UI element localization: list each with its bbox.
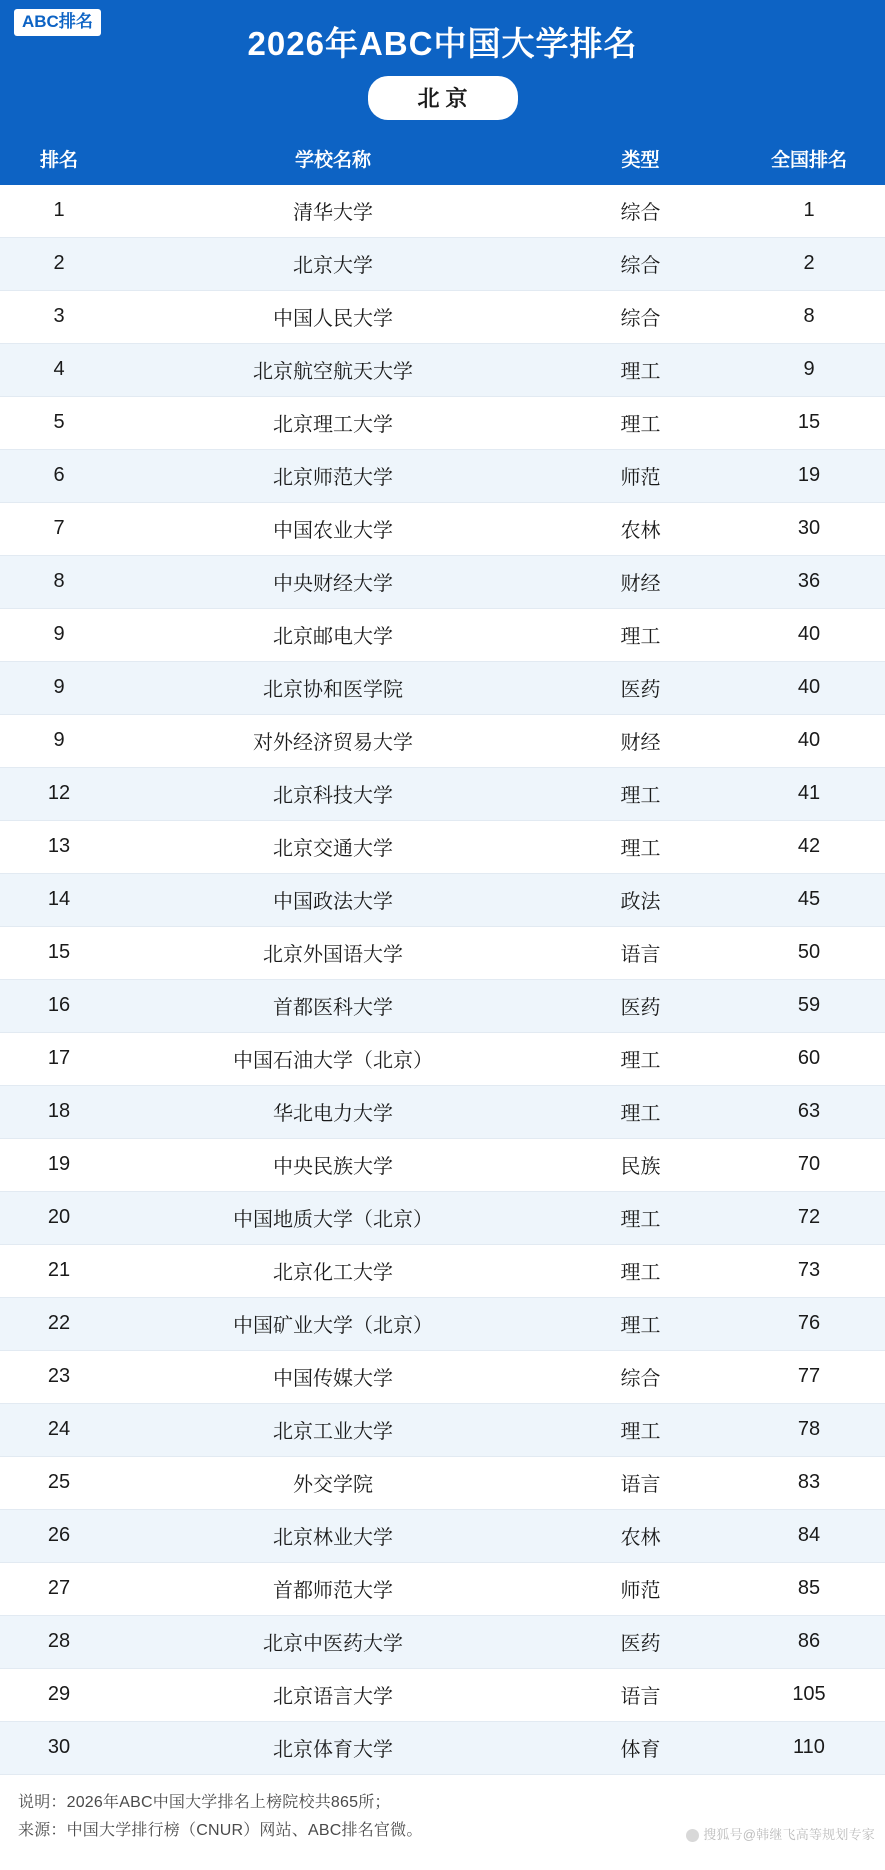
table-row — [0, 290, 885, 343]
cell-type: 理工 — [548, 767, 733, 820]
cell-national-rank: 105 — [733, 1668, 885, 1721]
cell-national-rank: 70 — [733, 1138, 885, 1191]
cell-national-rank: 85 — [733, 1562, 885, 1615]
cell-rank: 1 — [0, 185, 118, 238]
cell-type: 理工 — [548, 1244, 733, 1297]
table-row — [0, 343, 885, 396]
table-row — [0, 1297, 885, 1350]
cell-rank: 16 — [0, 979, 118, 1032]
cell-national-rank: 59 — [733, 979, 885, 1032]
table-row — [0, 873, 885, 926]
cell-school-name: 北京师范大学 — [118, 449, 548, 502]
cell-school-name: 北京语言大学 — [118, 1668, 548, 1721]
cell-school-name: 北京中医药大学 — [118, 1615, 548, 1668]
cell-type: 理工 — [548, 820, 733, 873]
table-row — [0, 1721, 885, 1774]
cell-rank: 15 — [0, 926, 118, 979]
cell-type: 综合 — [548, 185, 733, 238]
cell-school-name: 中国政法大学 — [118, 873, 548, 926]
cell-rank: 9 — [0, 714, 118, 767]
cell-national-rank: 110 — [733, 1721, 885, 1774]
cell-type: 医药 — [548, 661, 733, 714]
page-header — [0, 0, 885, 134]
ranking-table — [0, 134, 885, 1775]
cell-type: 政法 — [548, 873, 733, 926]
cell-rank: 6 — [0, 449, 118, 502]
cell-national-rank: 60 — [733, 1032, 885, 1085]
cell-school-name: 北京理工大学 — [118, 396, 548, 449]
cell-rank: 23 — [0, 1350, 118, 1403]
cell-school-name: 中国地质大学（北京） — [118, 1191, 548, 1244]
cell-type: 理工 — [548, 1032, 733, 1085]
cell-type: 体育 — [548, 1721, 733, 1774]
cell-type: 理工 — [548, 1085, 733, 1138]
cell-type: 师范 — [548, 449, 733, 502]
cell-type: 理工 — [548, 1191, 733, 1244]
cell-national-rank: 45 — [733, 873, 885, 926]
column-header-school-name: 学校名称 — [118, 134, 548, 185]
cell-school-name: 北京外国语大学 — [118, 926, 548, 979]
table-row — [0, 820, 885, 873]
cell-rank: 17 — [0, 1032, 118, 1085]
cell-school-name: 华北电力大学 — [118, 1085, 548, 1138]
cell-school-name: 北京科技大学 — [118, 767, 548, 820]
table-row — [0, 396, 885, 449]
cell-type: 理工 — [548, 343, 733, 396]
cell-type: 农林 — [548, 1509, 733, 1562]
table-row — [0, 237, 885, 290]
cell-national-rank: 40 — [733, 608, 885, 661]
cell-rank: 4 — [0, 343, 118, 396]
cell-type: 师范 — [548, 1562, 733, 1615]
table-row — [0, 555, 885, 608]
column-header-national-rank: 全国排名 — [733, 134, 885, 185]
column-header-rank: 排名 — [0, 134, 118, 185]
cell-rank: 28 — [0, 1615, 118, 1668]
cell-national-rank: 76 — [733, 1297, 885, 1350]
table-row — [0, 1615, 885, 1668]
cell-school-name: 北京化工大学 — [118, 1244, 548, 1297]
footer — [0, 1775, 885, 1855]
cell-national-rank: 72 — [733, 1191, 885, 1244]
cell-rank: 9 — [0, 661, 118, 714]
cell-school-name: 中国传媒大学 — [118, 1350, 548, 1403]
cell-type: 语言 — [548, 926, 733, 979]
table-row — [0, 767, 885, 820]
cell-type: 民族 — [548, 1138, 733, 1191]
table-row — [0, 1668, 885, 1721]
table-row — [0, 502, 885, 555]
cell-rank: 2 — [0, 237, 118, 290]
table-row — [0, 608, 885, 661]
cell-school-name: 对外经济贸易大学 — [118, 714, 548, 767]
cell-national-rank: 78 — [733, 1403, 885, 1456]
table-row — [0, 1244, 885, 1297]
cell-school-name: 清华大学 — [118, 185, 548, 238]
cell-national-rank: 36 — [733, 555, 885, 608]
cell-school-name: 外交学院 — [118, 1456, 548, 1509]
cell-rank: 3 — [0, 290, 118, 343]
cell-national-rank: 83 — [733, 1456, 885, 1509]
region-badge: 北京 — [368, 76, 518, 120]
cell-national-rank: 42 — [733, 820, 885, 873]
table-row — [0, 1032, 885, 1085]
table-row — [0, 1191, 885, 1244]
cell-type: 综合 — [548, 1350, 733, 1403]
cell-type: 语言 — [548, 1456, 733, 1509]
cell-type: 财经 — [548, 555, 733, 608]
cell-rank: 30 — [0, 1721, 118, 1774]
cell-national-rank: 1 — [733, 185, 885, 238]
cell-school-name: 北京工业大学 — [118, 1403, 548, 1456]
cell-rank: 22 — [0, 1297, 118, 1350]
cell-national-rank: 15 — [733, 396, 885, 449]
cell-rank: 5 — [0, 396, 118, 449]
cell-school-name: 首都医科大学 — [118, 979, 548, 1032]
cell-school-name: 中国农业大学 — [118, 502, 548, 555]
cell-national-rank: 73 — [733, 1244, 885, 1297]
cell-rank: 29 — [0, 1668, 118, 1721]
cell-school-name: 中国石油大学（北京） — [118, 1032, 548, 1085]
cell-school-name: 北京协和医学院 — [118, 661, 548, 714]
table-row — [0, 979, 885, 1032]
cell-rank: 26 — [0, 1509, 118, 1562]
cell-rank: 7 — [0, 502, 118, 555]
table-header-row — [0, 134, 885, 185]
cell-type: 综合 — [548, 290, 733, 343]
column-header-type: 类型 — [548, 134, 733, 185]
cell-national-rank: 86 — [733, 1615, 885, 1668]
cell-type: 理工 — [548, 396, 733, 449]
cell-type: 理工 — [548, 1297, 733, 1350]
cell-rank: 19 — [0, 1138, 118, 1191]
cell-school-name: 北京航空航天大学 — [118, 343, 548, 396]
cell-rank: 25 — [0, 1456, 118, 1509]
table-row — [0, 1403, 885, 1456]
cell-rank: 8 — [0, 555, 118, 608]
cell-national-rank: 84 — [733, 1509, 885, 1562]
cell-rank: 18 — [0, 1085, 118, 1138]
cell-type: 语言 — [548, 1668, 733, 1721]
cell-national-rank: 2 — [733, 237, 885, 290]
cell-type: 理工 — [548, 608, 733, 661]
table-row — [0, 1085, 885, 1138]
cell-national-rank: 19 — [733, 449, 885, 502]
cell-type: 理工 — [548, 1403, 733, 1456]
watermark-text: 搜狐号@韩继飞高等规划专家 — [703, 1826, 875, 1842]
cell-national-rank: 63 — [733, 1085, 885, 1138]
table-row — [0, 926, 885, 979]
table-body — [0, 185, 885, 1775]
watermark — [686, 1824, 875, 1847]
cell-school-name: 中央财经大学 — [118, 555, 548, 608]
cell-type: 医药 — [548, 979, 733, 1032]
cell-type: 综合 — [548, 237, 733, 290]
cell-school-name: 北京体育大学 — [118, 1721, 548, 1774]
cell-school-name: 北京交通大学 — [118, 820, 548, 873]
cell-school-name: 北京邮电大学 — [118, 608, 548, 661]
cell-school-name: 中国矿业大学（北京） — [118, 1297, 548, 1350]
cell-school-name: 中国人民大学 — [118, 290, 548, 343]
cell-rank: 21 — [0, 1244, 118, 1297]
table-row — [0, 714, 885, 767]
page-title: 2026年ABC中国大学排名 — [247, 25, 638, 62]
watermark-avatar-icon — [686, 1829, 699, 1842]
abc-ranking-logo: ABC排名 — [14, 9, 101, 36]
cell-type: 财经 — [548, 714, 733, 767]
cell-rank: 12 — [0, 767, 118, 820]
cell-national-rank: 40 — [733, 661, 885, 714]
footer-source: 来源：中国大学排行榜（CNUR）网站、ABC排名官微。 — [18, 1821, 423, 1839]
cell-national-rank: 40 — [733, 714, 885, 767]
table-row — [0, 185, 885, 238]
cell-school-name: 北京林业大学 — [118, 1509, 548, 1562]
table-row — [0, 661, 885, 714]
cell-national-rank: 41 — [733, 767, 885, 820]
cell-national-rank: 77 — [733, 1350, 885, 1403]
cell-rank: 13 — [0, 820, 118, 873]
table-row — [0, 1456, 885, 1509]
cell-rank: 9 — [0, 608, 118, 661]
cell-school-name: 中央民族大学 — [118, 1138, 548, 1191]
cell-rank: 24 — [0, 1403, 118, 1456]
table-row — [0, 1562, 885, 1615]
cell-rank: 27 — [0, 1562, 118, 1615]
cell-type: 医药 — [548, 1615, 733, 1668]
cell-school-name: 北京大学 — [118, 237, 548, 290]
cell-rank: 20 — [0, 1191, 118, 1244]
table-row — [0, 1350, 885, 1403]
cell-school-name: 首都师范大学 — [118, 1562, 548, 1615]
cell-national-rank: 50 — [733, 926, 885, 979]
cell-national-rank: 9 — [733, 343, 885, 396]
cell-national-rank: 8 — [733, 290, 885, 343]
cell-rank: 14 — [0, 873, 118, 926]
cell-type: 农林 — [548, 502, 733, 555]
cell-national-rank: 30 — [733, 502, 885, 555]
table-row — [0, 1509, 885, 1562]
footer-note: 说明：2026年ABC中国大学排名上榜院校共865所； — [18, 1793, 391, 1811]
table-row — [0, 449, 885, 502]
table-row — [0, 1138, 885, 1191]
